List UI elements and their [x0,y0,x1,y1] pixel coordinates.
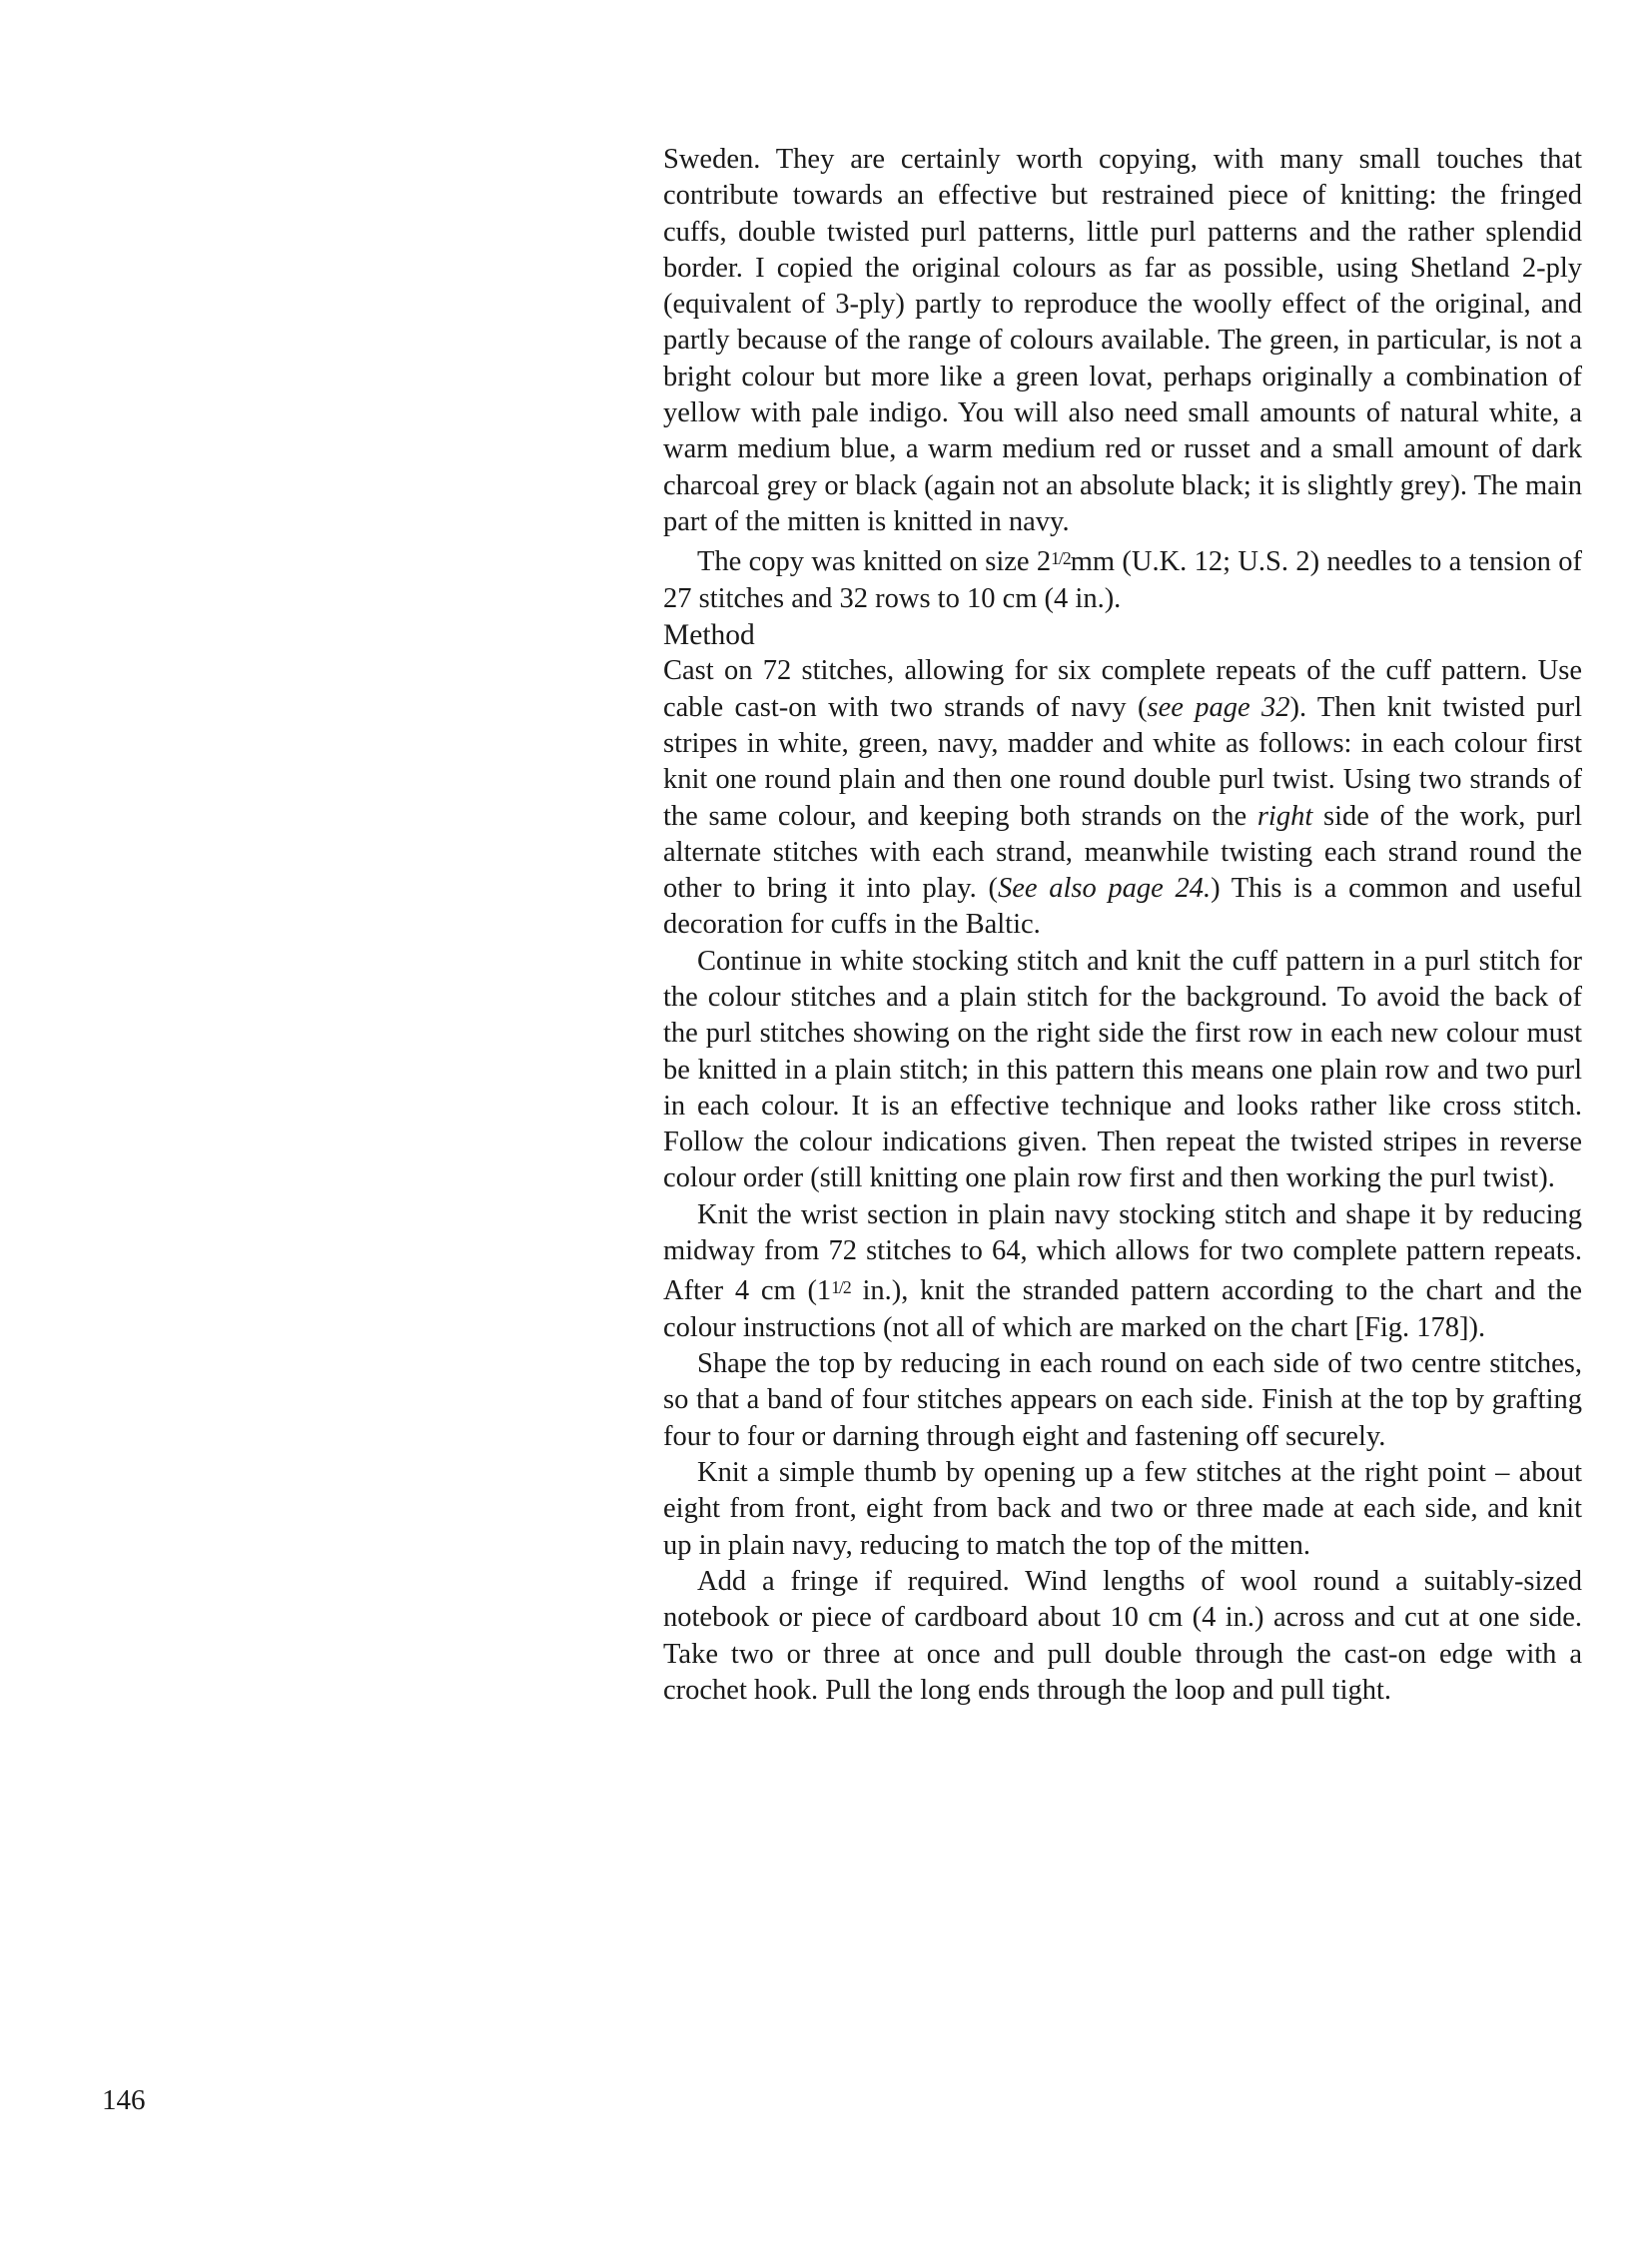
method-heading: Method [663,619,755,652]
tension-text-end: mm (U.K. 12; U.S. 2) needles to a tension of 27 stitches and 32 rows to 10 cm (4 in.). [663,546,1582,614]
method-paragraph-thumb: Knit a simple thumb by opening up a few stitches at the right point – about eight from front, eight from back and two or three made at each side, and knit up in plain navy, reducing to match the top of the mitten. [663,1457,1582,1561]
page-number: 146 [102,2084,146,2116]
wrist-length-fraction: 1/2 [831,1277,851,1298]
method-paragraph-fringe: Add a fringe if required. Wind lengths of wool round a suitably-sized notebook or piece of cardboard about 10 cm (4 in.) across and cut at one side. Take two or three at once and pull double through the cast-on edge with a crochet hook. Pull the long ends through the loop and pull tight. [663,1565,1582,1706]
method-paragraph-cuff-pattern: Continue in white stocking stitch and knit the cuff pattern in a purl stitch for the colour stitches and a plain stitch for the background. To avoid the back of the purl stitches showing on the right side the first row in each new colour must be knitted in a plain stitch; in this pattern this means one plain row and two purl in each colour. It is an effective technique and looks rather like cross stitch. Follow the colour indications given. Then repeat the twisted stripes in reverse colour order (still knitting one plain row first and then working the purl twist). [663,945,1582,1194]
wrist-text-b: in.), knit the stranded pattern according to the chart and the colour instructions (not all of which are marked on the chart [Fig. 178]). [663,1275,1582,1343]
text-column [663,142,1582,1709]
tension-text-start: The copy was knitted on size 2 [697,546,1052,578]
tension-paragraph [663,540,1582,617]
cast-on-text-a: Cast on 72 stitches, allowing for six complete repeats of the cuff pattern. Use cable cast-on with two strands of navy ( [663,655,1582,723]
method-paragraph-wrist [663,1197,1582,1346]
cast-on-text-b: ). Then knit twisted purl stripes in white, green, navy, madder and white as follows: in each colour first knit one round plain and then one round double purl twist. Using two strands of the same colour, and keeping both strands on the [663,691,1582,832]
cast-on-text-c: side of the work, purl alternate stitches with each strand, meanwhile twisting each strand round the other to bring it into play. ( [663,800,1583,905]
wrist-text-a: Knit the wrist section in plain navy stocking stitch and shape it by reducing midway from 72 stitches to 64, which allows for two complete pattern repeats. After 4 cm (1 [663,1198,1582,1307]
cast-on-text-d: ) This is a common and useful decoration for cuffs in the Baltic. [663,873,1582,941]
needle-size-fraction: 1/2 [1051,548,1071,569]
page-reference-32: see page 32 [1147,691,1290,723]
intro-paragraph: Sweden. They are certainly worth copying, with many small touches that contribute towards an effective but restrained piece of knitting: the fringed cuffs, double twisted purl patterns, little purl patterns and the rather splendid border. I copied the original colours as far as possible, using Shetland 2-ply (equivalent of 3-ply) partly to reproduce the woolly effect of the original, and partly because of the range of colours available. The green, in particular, is not a bright colour but more like a green lovat, perhaps originally a combination of yellow with pale indigo. You will also need small amounts of natural white, a warm medium blue, a warm medium red or russet and a small amount of dark charcoal grey or black (again not an absolute black; it is slightly grey). The main part of the mitten is knitted in navy. [663,144,1582,537]
page-reference-24: See also page 24. [997,873,1212,905]
emphasis-right: right [1256,800,1313,832]
method-paragraph-cast-on [663,653,1582,943]
method-paragraph-top-shaping: Shape the top by reducing in each round on each side of two centre stitches, so that a band of four stitches appears on each side. Finish at the top by grafting four to four or darning through eight and fastening off securely. [663,1348,1582,1452]
